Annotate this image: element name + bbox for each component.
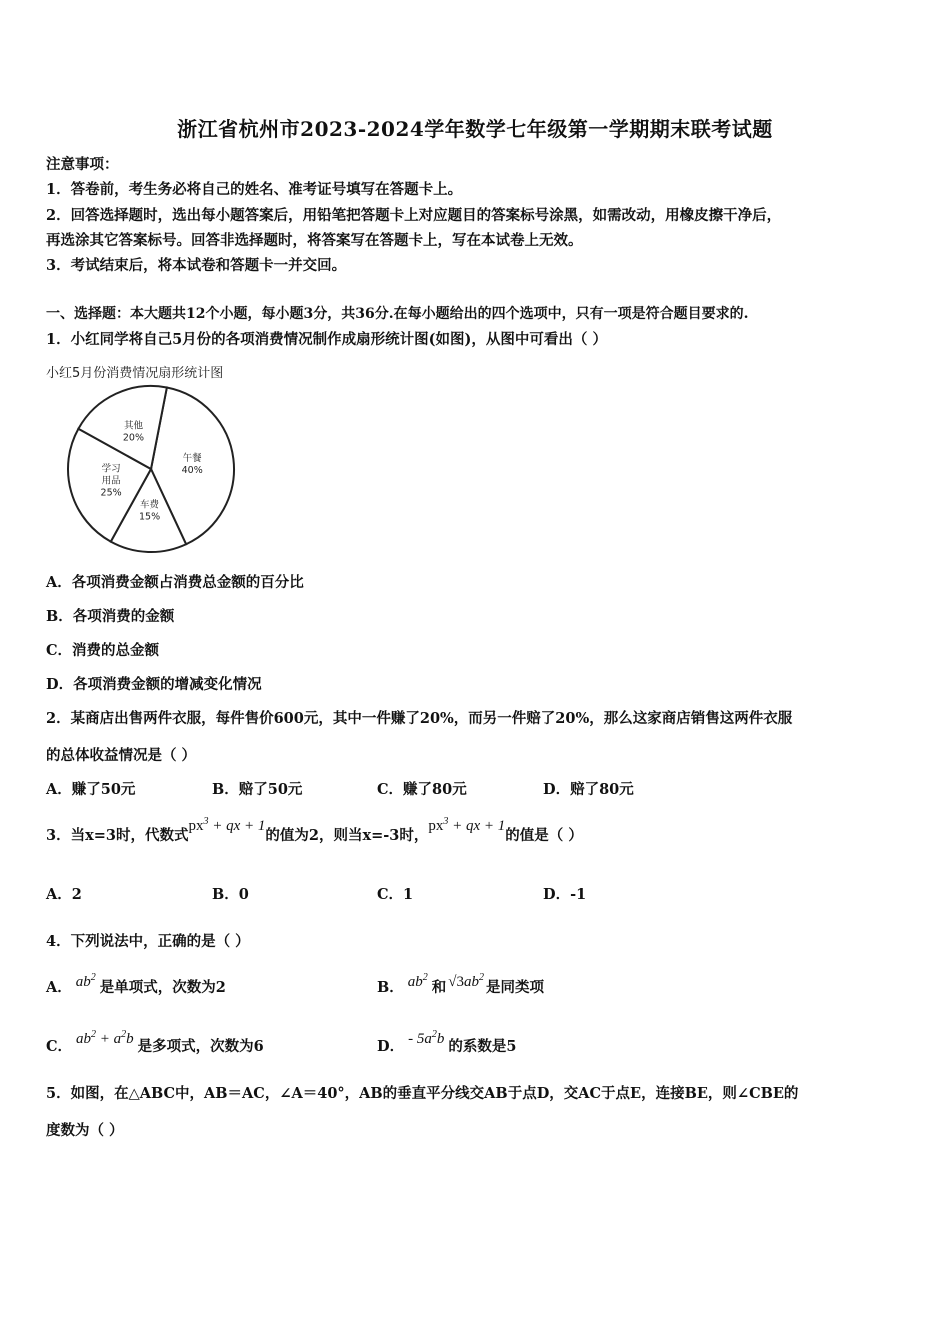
pie-label: 25% — [100, 487, 122, 499]
q3-part1: 3．当x=3时，代数式 — [46, 827, 189, 844]
q1-option-d[interactable]: D．各项消费金额的增减变化情况 — [46, 676, 262, 693]
q3-option-d[interactable]: D．-1 — [543, 886, 587, 903]
pie-label: 40% — [181, 464, 203, 476]
q3-option-c[interactable]: C．1 — [377, 886, 414, 903]
pie-chart — [60, 380, 250, 560]
q4-a-expr: $ab^2$ — [75, 972, 96, 990]
q4-b-expr2: $√3ab^2$ — [448, 972, 484, 990]
q3-option-a[interactable]: A．2 — [46, 886, 82, 903]
q5-stem-line1: 5．如图，在△ABC中，AB＝AC，∠A＝40°，AB的垂直平分线交AB于点D，交AC于点E，连接BE，则∠CBE的 — [46, 1085, 799, 1102]
page-title: 浙江省杭州市2023-2024学年数学七年级第一学期期末联考试题 — [177, 117, 773, 141]
notice-heading: 注意事项： — [46, 156, 119, 173]
section-heading: 一、选择题：本大题共12个小题，每小题3分，共36分.在每小题给出的四个选项中，只有一项是符合题目要求的. — [46, 306, 749, 322]
q1-option-c[interactable]: C．消费的总金额 — [46, 642, 160, 659]
q4-option-a[interactable]: A． $ab^2$是单项式，次数为2 — [46, 972, 226, 996]
q4-stem: 4．下列说法中，正确的是（ ） — [46, 933, 250, 950]
q4-d-expr: - $5a^2b$ — [408, 1029, 445, 1047]
notice-item: 再选涂其它答案标号。回答非选择题时，将答案写在答题卡上，写在本试卷上无效。 — [46, 232, 583, 249]
pie-label: 20% — [122, 432, 145, 444]
q3-expr-1: $px^3$ + qx + 1 — [188, 816, 266, 834]
q3-stem — [46, 816, 583, 845]
q4-b-expr1: $ab^2$ — [407, 972, 428, 990]
q2-option-d[interactable]: D．赔了80元 — [543, 781, 634, 798]
q4-option-d[interactable]: D． - $5a^2b$ 的系数是5 — [377, 1029, 517, 1055]
notice-item: 2．回答选择题时，选出每小题答案后，用铅笔把答题卡上对应题目的答案标号涂黑，如需改动，用橡皮擦干净后， — [46, 207, 782, 224]
q2-option-a[interactable]: A．赚了50元 — [46, 781, 136, 798]
q2-stem-line1: 2．某商店出售两件衣服，每件售价600元，其中一件赚了20%，而另一件赔了20%，那么这家商店销售这两件衣服 — [46, 710, 793, 727]
pie-label: 学习 — [101, 463, 121, 475]
q2-stem-line2: 的总体收益情况是（ ） — [46, 747, 197, 764]
q3-option-b[interactable]: B．0 — [212, 886, 249, 903]
q4-option-b[interactable]: B． $ab^2$和 $√3ab^2$是同类项 — [377, 972, 544, 996]
q2-option-b[interactable]: B．赔了50元 — [212, 781, 303, 798]
q1-option-b[interactable]: B．各项消费的金额 — [46, 608, 175, 625]
pie-label: 用品 — [101, 475, 121, 487]
pie-label: 车费 — [140, 499, 160, 511]
pie-label: 15% — [138, 511, 161, 523]
q4-option-c[interactable]: C． $ab^2 + a^2b$ 是多项式，次数为6 — [46, 1029, 264, 1055]
q1-stem: 1．小红同学将自己5月份的各项消费情况制作成扇形统计图(如图)，从图中可看出（ ） — [46, 331, 607, 348]
q3-part3: 的值是（ ） — [505, 827, 583, 844]
q2-option-c[interactable]: C．赚了80元 — [377, 781, 467, 798]
pie-label: 其他 — [123, 420, 143, 432]
q1-option-a[interactable]: A．各项消费金额占消费总金额的百分比 — [46, 574, 304, 591]
q3-part2: 的值为2，则当x=-3时， — [265, 827, 429, 844]
pie-slices — [68, 386, 234, 552]
chart-title: 小红5月份消费情况扇形统计图 — [46, 366, 224, 381]
q3-expr-2: $px^3$ + qx + 1 — [428, 816, 506, 834]
pie-label: 午餐 — [182, 452, 202, 464]
q5-stem-line2: 度数为（ ） — [46, 1122, 124, 1139]
notice-item: 3．考试结束后，将本试卷和答题卡一并交回。 — [46, 257, 347, 274]
q4-c-expr: $ab^2 + a^2b$ — [76, 1029, 134, 1047]
notice-item: 1．答卷前，考生务必将自己的姓名、准考证号填写在答题卡上。 — [46, 181, 463, 198]
